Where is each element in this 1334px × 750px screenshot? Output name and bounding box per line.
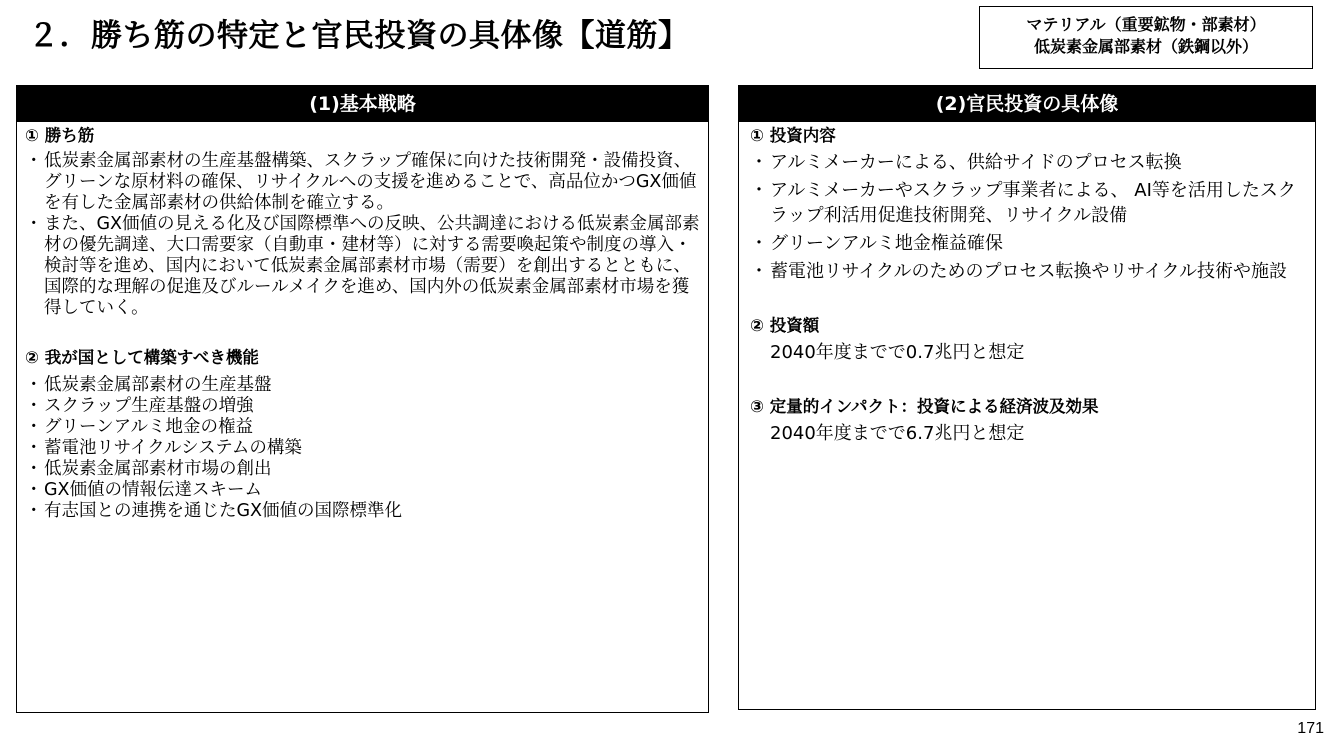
impact-heading: ③ 定量的インパクト：投資による経済波及効果 xyxy=(750,397,1099,416)
basic-strategy-panel xyxy=(16,85,709,713)
function-item xyxy=(25,417,700,438)
function-item-text: スクラップ生産基盤の増強 xyxy=(44,396,254,416)
basic-strategy-header: (1)基本戦略 xyxy=(17,86,708,122)
bullet-mark: ・ xyxy=(750,180,768,201)
investment-content-item xyxy=(750,259,1307,284)
function-item xyxy=(25,501,700,522)
bullet-mark: ・ xyxy=(25,459,43,479)
winning-path-item xyxy=(25,214,700,319)
bullet-mark: ・ xyxy=(25,151,43,171)
bullet-mark: ・ xyxy=(25,396,43,416)
winning-path-item-text: また、GX価値の見える化及び国際標準への反映、公共調達における低炭素金属部素材の優先調達、大口需要家（自動車・建材等）に対する需要喚起策や制度の導入・検討等を進め、国内において低炭素金属部素材市場（需要）を創出するとともに、国際的な理解の促進及びルールメイクを進め、国内外の低炭素金属部素材市場を獲得していく。 xyxy=(44,214,700,318)
page-title: ２．勝ち筋の特定と官民投資の具体像【道筋】 xyxy=(28,18,690,54)
bullet-mark: ・ xyxy=(25,417,43,437)
function-item xyxy=(25,459,700,480)
function-item xyxy=(25,375,700,396)
bullet-mark: ・ xyxy=(750,233,768,254)
investment-content-heading: ① 投資内容 xyxy=(750,126,836,145)
function-item xyxy=(25,480,700,501)
functions-heading: ② 我が国として構築すべき機能 xyxy=(25,348,259,367)
investment-amount-heading: ② 投資額 xyxy=(750,316,820,335)
investment-content-item-text: アルミメーカーによる、供給サイドのプロセス転換 xyxy=(770,152,1182,173)
category-tag-line-1: マテリアル（重要鉱物・部素材） xyxy=(1026,15,1266,34)
bullet-mark: ・ xyxy=(750,152,768,173)
category-tag xyxy=(979,6,1313,69)
winning-path-item xyxy=(25,151,700,214)
bullet-mark: ・ xyxy=(25,438,43,458)
function-item xyxy=(25,396,700,417)
winning-path-item-text: 低炭素金属部素材の生産基盤構築、スクラップ確保に向けた技術開発・設備投資、グリーンな原材料の確保、リサイクルへの支援を進めることで、高品位かつGX価値を有した金属部素材の供給体制を確立する。 xyxy=(44,151,697,213)
bullet-mark: ・ xyxy=(25,375,43,395)
investment-amount-value: 2040年度までで0.7兆円と想定 xyxy=(770,342,1025,363)
investment-content-item-text: アルミメーカーやスクラップ事業者による、 AI等を活用したスクラップ利活用促進技術開発、リサイクル設備 xyxy=(770,180,1296,226)
page-number: 171 xyxy=(1297,720,1324,737)
winning-path-heading: ① 勝ち筋 xyxy=(25,126,95,145)
investment-content-item xyxy=(750,231,1307,256)
investment-panel xyxy=(738,85,1316,710)
investment-header: (2)官民投資の具体像 xyxy=(739,86,1315,122)
bullet-mark: ・ xyxy=(25,480,43,500)
function-item xyxy=(25,438,700,459)
bullet-mark: ・ xyxy=(25,501,43,521)
function-item-text: グリーンアルミ地金の権益 xyxy=(44,417,253,437)
bullet-mark: ・ xyxy=(750,261,768,282)
function-item-text: 低炭素金属部素材の生産基盤 xyxy=(44,375,272,395)
bullet-mark: ・ xyxy=(25,214,43,234)
investment-content-item-text: グリーンアルミ地金権益確保 xyxy=(770,233,1003,254)
function-item-text: 低炭素金属部素材市場の創出 xyxy=(44,459,272,479)
investment-content-item xyxy=(750,178,1307,228)
function-item-text: GX価値の情報伝達スキーム xyxy=(44,480,263,500)
category-tag-line-2: 低炭素金属部素材（鉄鋼以外） xyxy=(1033,37,1258,56)
investment-content-item xyxy=(750,150,1307,175)
investment-content-item-text: 蓄電池リサイクルのためのプロセス転換やリサイクル技術や施設 xyxy=(770,261,1287,282)
function-item-text: 蓄電池リサイクルシステムの構築 xyxy=(44,438,302,458)
function-item-text: 有志国との連携を通じたGX価値の国際標準化 xyxy=(44,501,403,521)
impact-value: 2040年度までで6.7兆円と想定 xyxy=(770,423,1025,444)
